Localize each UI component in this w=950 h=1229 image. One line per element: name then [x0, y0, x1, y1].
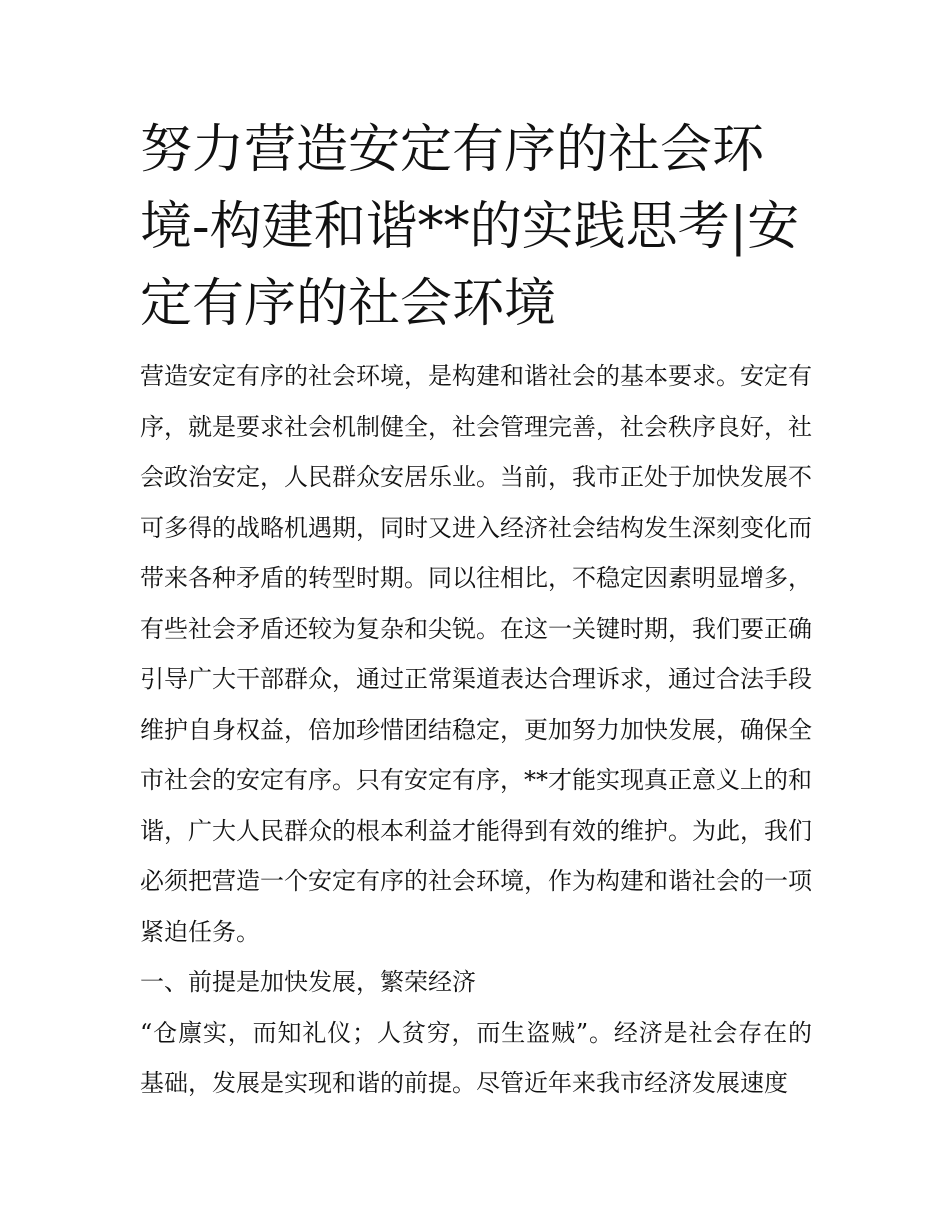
document-body: [140, 351, 812, 1109]
section-heading-1: 一、前提是加快发展，繁荣经济: [140, 968, 476, 996]
body-paragraph-intro: 营造安定有序的社会环境，是构建和谐社会的基本要求。安定有序，就是要求社会机制健全，社会管理完善，社会秩序良好，社会政治安定，人民群众安居乐业。当前，我市正处于加快发展不可多得的战略机遇期，同时又进入经济社会结构发生深刻变化而带来各种矛盾的转型时期。同以往相比，不稳定因素明显增多，有些社会矛盾还较为复杂和尖锐。在这一关键时期，我们要正确引导广大干部群众，通过正常渠道表达合理诉求，通过合法手段维护自身权益，倍加珍惜团结稳定，更加努力加快发展，确保全市社会的安定有序。只有安定有序，**才能实现真正意义上的和谐，广大人民群众的根本利益才能得到有效的维护。为此，我们必须把营造一个安定有序的社会环境，作为构建和谐社会的一项紧迫任务。: [140, 362, 812, 946]
document-title: 努力营造安定有序的社会环境-构建和谐**的实践思考|安定有序的社会环境: [140, 120, 800, 334]
body-paragraph-section-1: “仓廪实，而知礼仪；人贫穷，而生盗贼”。经济是社会存在的基础，发展是实现和谐的前提。尽管近年来我市经济发展速度: [140, 1018, 812, 1097]
document-page: [140, 112, 812, 1109]
